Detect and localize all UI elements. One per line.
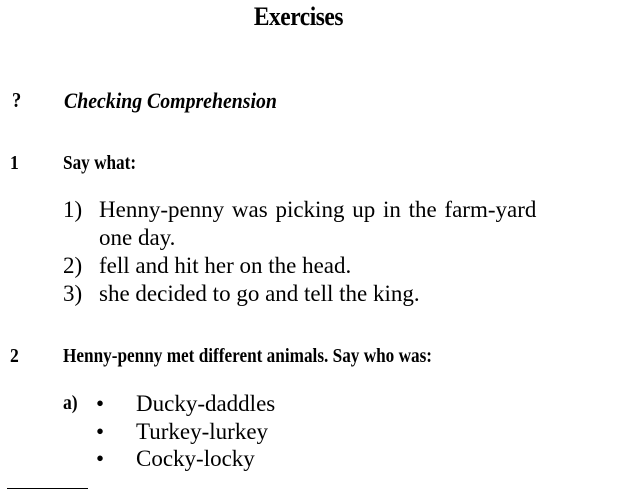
bullet-item-2: Turkey-lurkey [136,419,269,444]
item-3-number: 3) [63,281,83,306]
exercise-2-number: 2 [10,345,19,367]
item-1-line-2: one day. [99,225,176,250]
section-heading: Checking Comprehension [64,88,277,113]
page-title: Exercises [253,2,343,31]
bullet-3: • [96,446,105,471]
item-1-line-1: Henny-penny was picking up in the farm-yard [99,197,537,222]
bullet-item-3: Cocky-locky [136,446,255,471]
item-2-line-1: fell and hit her on the head. [99,253,352,278]
group-a-label: a) [63,392,78,414]
bullet-item-1: Ducky-daddles [136,391,276,416]
section-marker: ? [12,88,22,112]
footnote-divider [7,488,88,489]
item-1-number: 1) [63,197,83,222]
bullet-1: • [96,391,105,416]
item-3-line-1: she decided to go and tell the king. [99,281,420,306]
bullet-2: • [96,419,105,444]
exercise-1-number: 1 [10,152,19,174]
exercise-1-instruction: Say what: [63,152,137,174]
exercise-2-instruction: Henny-penny met different animals. Say who was: [63,345,433,367]
item-2-number: 2) [63,253,83,278]
